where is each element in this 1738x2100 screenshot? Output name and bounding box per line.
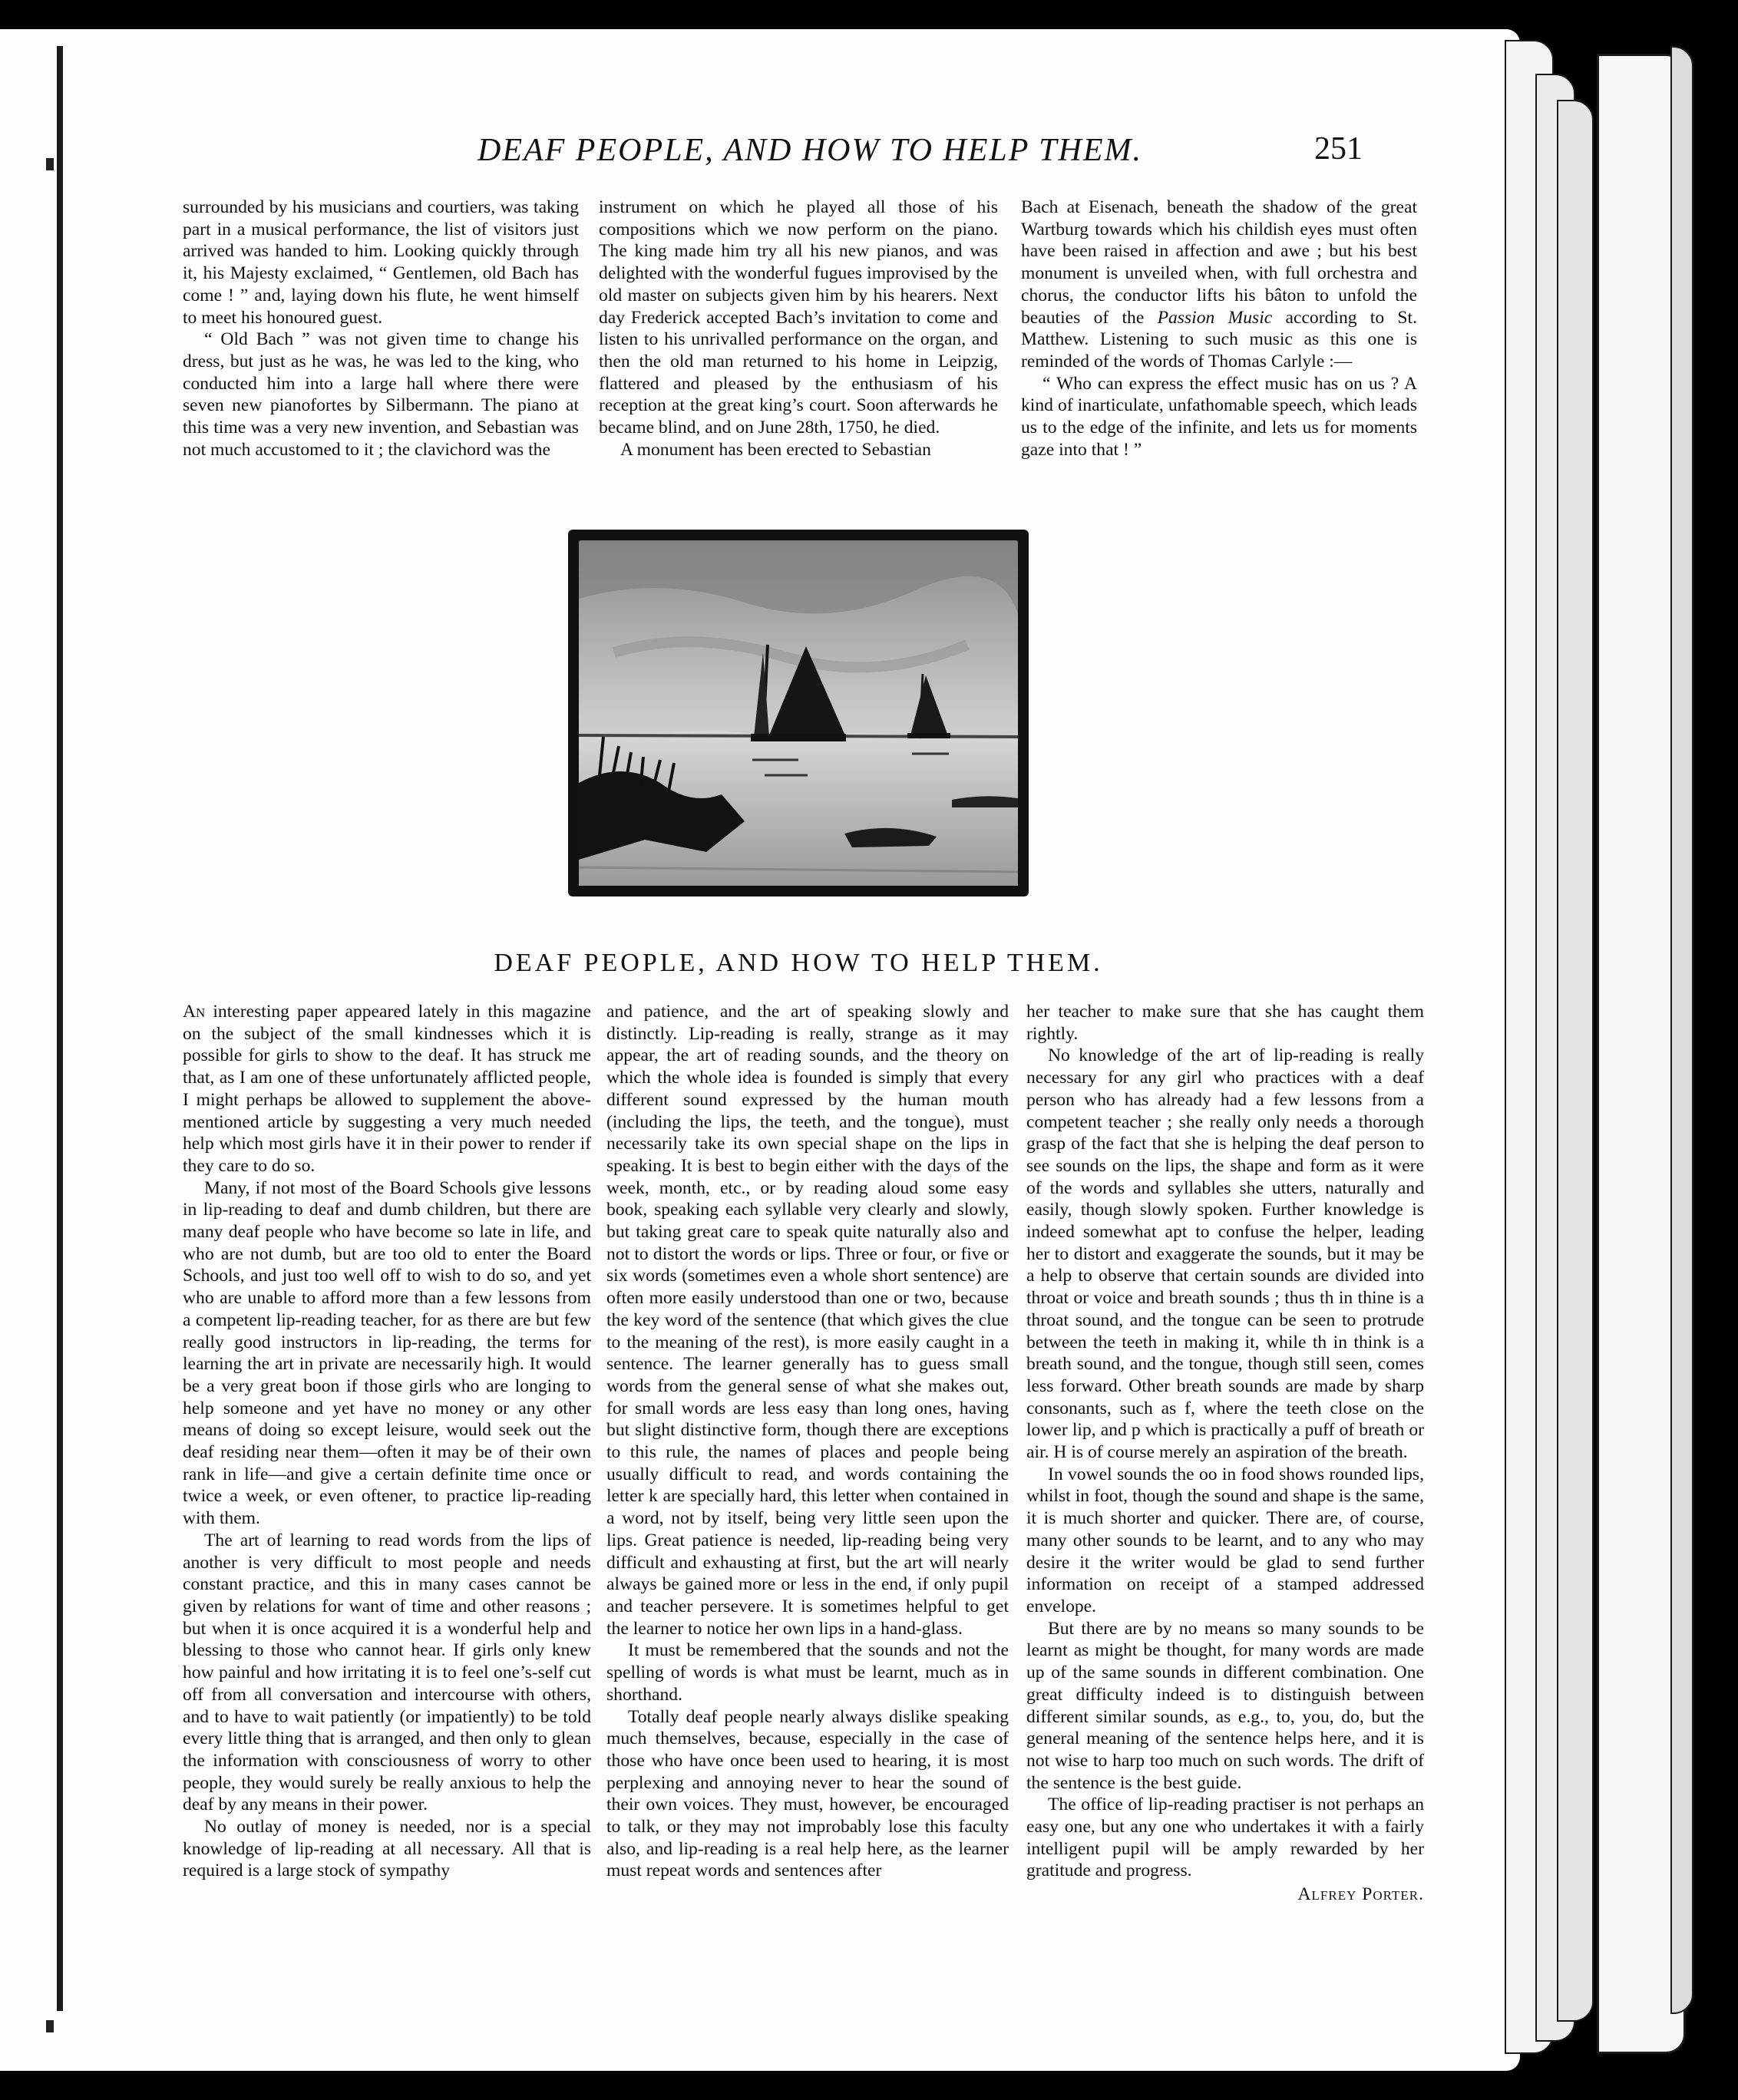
page-edge [1557,100,1594,2022]
gutter-shadow [57,46,63,2011]
paragraph: surrounded by his musicians and courtiers, was taking part in a musical performance, the list of visitors just arrived was handed to him. Looking quickly through it, his Majesty exclaimed, “ Gentlemen, old Bach has come ! ” and, laying down his flute, he went himself to meet his honoured guest. [183,197,579,328]
drop-cap-word: An [183,1002,206,1022]
italic-title: Passion Music [1157,307,1273,328]
paragraph: instrument on which he played all those of his compositions which we now perform on the piano. The king made him try all his new pianos, and was delighted with the wonderful fugues improvised by the old master on subjects given him by his hearers. Next day Frederick accepted Bach’s invitation to come and listen to his unrivalled performance on the organ, and then the old man returned to his home in Leipzig, flattered and pleased by the enthusiasm of his reception at the great king’s court. Soon afterwards he became blind, and on June 28th, 1750, he died. [599,197,998,438]
paragraph: A monument has been erected to Sebastian [620,439,931,460]
paragraph: The office of lip-reading practiser is not perhaps an easy one, but any one who undertakes it with a fairly intelligent pupil will be amply rewarded by her gratitude and progress. [1026,1795,1424,1881]
running-head: DEAF PEOPLE, AND HOW TO HELP THEM. [477,133,1142,168]
sailboat-engraving [568,530,1029,896]
paragraph: The art of learning to read words from the lips of another is very difficult to most people and needs constant practice, and this in many cases cannot be given by relations for want of time and other reasons ; but when it is once acquired it is a wonderful help and blessing to those who cannot hear. If girls only knew how painful and how irritating it is to feel one’s-self cut off from all conversation and intercourse with others, and to have to wait patiently (or impatiently) to be told every little thing that is arranged, and then only to glean the information with consciousness of worry to other people, they would surely be really anxious to help the deaf by any means in their power. [183,1530,591,1815]
author-signature: Alfrey Porter. [1297,1884,1424,1905]
top-column-1 [183,196,579,461]
paragraph: Bach at Eisenach, beneath the shadow of the great Wartburg towards which his childish eyes must often have been raised in affection and awe ; but his best monument is unveiled when, with full orchestra and chorus, the conductor lifts his bâton to unfold the beauties of the Passion Music according to St. Matthew. Listening to such music as this one is reminded of the words of Thomas Carlyle :— [1021,197,1417,371]
top-column-3 [1021,196,1417,461]
gutter-tick [46,2020,54,2032]
page-edge [1670,46,1693,2014]
paragraph: It must be remembered that the sounds and not the spelling of words is what must be learnt, much as in shorthand. [606,1640,1009,1705]
paragraph: Many, if not most of the Board Schools give lessons in lip-reading to deaf and dumb children, but there are many deaf people who have become so late in life, and who are not dumb, but are too old to enter the Board Schools, and just too well off to wish to do so, and yet who are unable to afford more than a few lessons from a competent lip-reading teacher, for as there are but few really good instructors in lip-reading, the terms for learning the art in private are necessarily high. It would be a very great boon if those girls who are longing to help someone and yet have no money or any other means of doing so except leisure, would seek out the deaf residing near them—often it may be of their own rank in life—and give a certain definite time once or twice a week, or even oftener, to practice lip-reading with them. [183,1177,591,1529]
article-column-3 [1026,1001,1424,1906]
paragraph: An interesting paper appeared lately in this magazine on the subject of the small kindnesses which it is possible for girls to show to the deaf. It has struck me that, as I am one of these unfortunately afflicted people, I might perhaps be allowed to supplement the above-mentioned article by suggesting a very much needed help which most girls have it in their power to render if they care to do so. [183,1002,591,1176]
sailboat-illustration [568,530,1029,896]
paragraph: and patience, and the art of speaking slowly and distinctly. Lip-reading is really, strange as it may appear, the art of reading sounds, and the theory on which the whole idea is founded is simply that every different sound expressed by the human mouth (including the lips, the teeth, and the tongue), must necessarily take its own special shape on the lips in speaking. It is best to begin either with the days of the week, month, etc., or by reading aloud some easy book, speaking each syllable very clearly and slowly, but taking great care to speak quite naturally also and not to distort the words or lips. Three or four, or five or six words (sometimes even a whole short sentence) are often more easily understood than one or two, because the key word of the sentence (that which gives the clue to the meaning of the rest), is more easily caught in a sentence. The learner generally has to guess small words from the general sense of what she makes out, for small words are less easy than long ones, having but slight distinctive form, though there are exceptions to this rule, the names of places and people being usually difficult to read, and words containing the letter k are specially hard, this letter when contained in a word, not by itself, being very little seen upon the lips. Great patience is needed, lip-reading being very difficult and exhausting at first, but the art will nearly always be gained more or less in the end, if only pupil and teacher persevere. It is sometimes helpful to get the learner to notice her own lips in a hand-glass. [606,1002,1009,1639]
top-column-2 [599,196,998,461]
paragraph: her teacher to make sure that she has caught them rightly. [1026,1002,1424,1044]
paragraph: In vowel sounds the oo in food shows rounded lips, whilst in foot, though the sound and shape is the same, it is much shorter and quicker. There are, of course, many other sounds to be learnt, and to any who may desire it the writer would be glad to send further information on receipt of a stamped addressed envelope. [1026,1464,1424,1616]
paragraph: “ Old Bach ” was not given time to change his dress, but just as he was, he was led to the king, who conducted him into a large hall where there were seven new pianofortes by Silbermann. The piano at this time was a very new invention, and Sebastian was not much accustomed to it ; the clavichord was the [183,329,579,460]
article-column-1 [183,1001,591,1882]
paragraph: No outlay of money is needed, nor is a special knowledge of lip-reading at all necessary. All that is required is a large stock of sympathy [183,1817,591,1881]
paragraph: Totally deaf people nearly always dislike speaking much themselves, because, especially in the case of those who have once been used to hearing, it is most perplexing and annoying never to hear the sound of their own voices. They must, however, be encouraged to talk, or they may not improbably lose this faculty also, and lip-reading is a real help here, as the learner must repeat words and sentences after [606,1706,1009,1881]
paragraph: But there are by no means so many sounds to be learnt as might be thought, for many words are made up of the same sounds in different combination. One great difficulty indeed is to distinguish between different similar sounds, as e.g., to, you, do, but the general meaning of the sentence helps here, and it is not wise to harp too much on such words. The drift of the sentence is the best guide. [1026,1618,1424,1793]
article-title: DEAF PEOPLE, AND HOW TO HELP THEM. [494,949,1103,977]
page-number: 251 [1314,131,1363,167]
paragraph: No knowledge of the art of lip-reading is really necessary for any girl who practices with a deaf person who has already had a few lessons from a competent teacher ; she really only needs a thorough grasp of the fact that she is helping the deaf person to see sounds on the lips, the shape and form as it were of the words and syllables she utters, naturally and easily, though slowly spoken. Further knowledge is indeed somewhat apt to confuse the helper, leading her to distort and exaggerate the sounds, but it may be a help to observe that certain sounds are divided into throat or voice and breath sounds ; thus th in thine is a throat sound, and the tongue can be seen to protrude between the teeth in making it, while th in think is a breath sound, and the tongue, though still seen, comes less forward. Other breath sounds are made by sharp consonants, such as f, where the teeth close on the lower lip, and p which is practically a puff of breath or air. H is of course merely an aspiration of the breath. [1026,1045,1424,1463]
gutter-tick [46,158,54,170]
quotation: “ Who can express the effect music has on us ? A kind of inarticulate, unfathomable speech, which leads us to the edge of the infinite, and lets us for moments gaze into that ! ” [1021,373,1417,460]
article-column-2 [606,1001,1009,1882]
